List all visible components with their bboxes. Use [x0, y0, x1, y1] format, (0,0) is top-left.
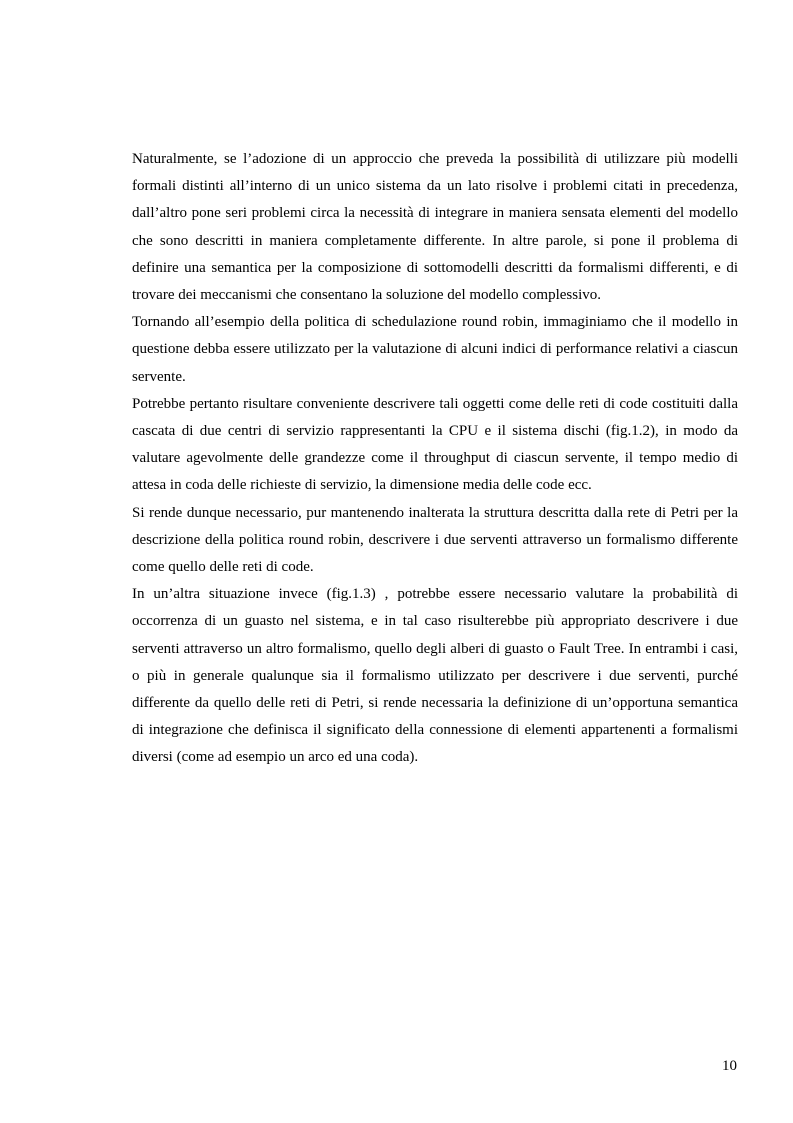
paragraph: Potrebbe pertanto risultare conveniente descrivere tali oggetti come delle reti di code costituiti dalla cascata di due centri di servizio rappresentanti la CPU e il sistema dischi (fig.1.2), in modo da valutare agevolmente delle grandezze come il throughput di ciascun servente, il tempo medio di attesa in coda delle richieste di servizio, la dimensione media delle code ecc.: [132, 395, 738, 494]
paragraph: Tornando all’esempio della politica di schedulazione round robin, immaginiamo che il modello in questione debba essere utilizzato per la valutazione di alcuni indici di performance relativi a ciascun servente.: [132, 314, 738, 385]
paragraph: Naturalmente, se l’adozione di un approccio che preveda la possibilità di utilizzare più modelli formali distinti all’interno di un unico sistema da un lato risolve i problemi citati in precedenza, dall’altro pone seri problemi circa la necessità di integrare in maniera sensata elementi del modello che sono descritti in maniera completamente differente. In altre parole, si pone il problema di definire una semantica per la composizione di sottomodelli descritti da formalismi differenti, e di trovare dei meccanismi che consentano la soluzione del modello complessivo.: [132, 151, 738, 304]
paragraph: Si rende dunque necessario, pur mantenendo inalterata la struttura descritta dalla rete di Petri per la descrizione della politica round robin, descrivere i due serventi attraverso un formalismo differente come quello delle reti di code.: [132, 504, 738, 576]
paragraph: In un’altra situazione invece (fig.1.3) , potrebbe essere necessario valutare la probabilità di occorrenza di un guasto nel sistema, e in tal caso risulterebbe più appropriato descrivere i due serventi attraverso un altro formalismo, quello degli alberi di guasto o Fault Tree. In entrambi i casi, o più in generale qualunque sia il formalismo utilizzato per descrivere i due serventi, purché differente da quello delle reti di Petri, si rende necessaria la definizione di un’opportuna semantica di integrazione che definisca il significato della connessione di elementi appartenenti a formalismi diversi (come ad esempio un arco ed una coda).: [132, 586, 738, 766]
page-body-text: [132, 146, 738, 772]
page-number: 10: [722, 1058, 737, 1074]
